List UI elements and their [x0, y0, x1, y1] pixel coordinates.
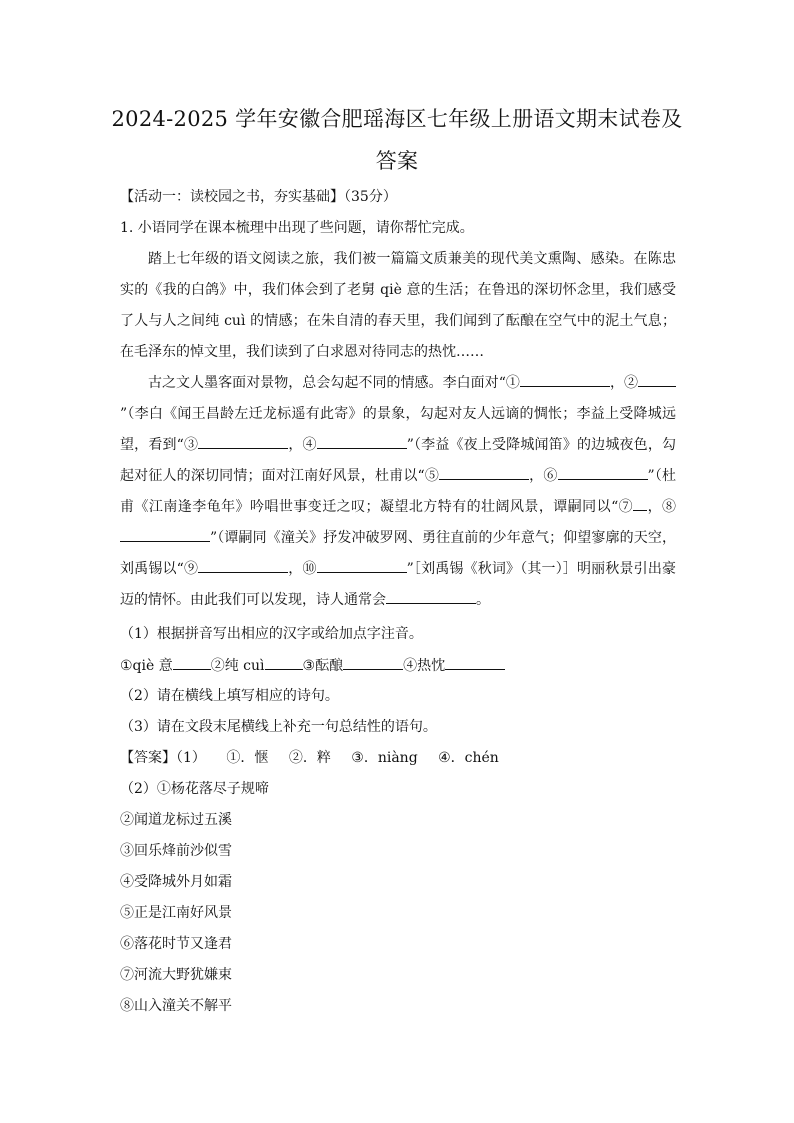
para2-part-2: ，②: [609, 375, 639, 391]
pinyin-blank-4[interactable]: [445, 655, 505, 670]
answer-2-line: ③回乐烽前沙似雪: [120, 843, 232, 859]
answer-item-4: ④．chén: [438, 750, 499, 766]
page-title: [110, 98, 684, 182]
answer-2-line: ⑧山入潼关不解平: [120, 998, 232, 1014]
para2-part-9: ”（谭嗣同《潼关》抒发冲破罗网、勇往直前的少年意气；仰望寥廓的天空，刘禹锡以“⑨: [120, 530, 676, 577]
sub-question-2: （2）请在横线上填写相应的诗句。: [120, 688, 339, 704]
blank-3[interactable]: [198, 434, 288, 449]
blank-4[interactable]: [317, 434, 407, 449]
sub-question-1: （1）根据拼音写出相应的汉字或给加点字注音。: [120, 626, 423, 642]
sub-question-3: （3）请在文段末尾横线上补充一句总结性的语句。: [120, 719, 437, 735]
pinyin-item-1: ①qiè 意: [120, 658, 173, 674]
paragraph-1: 踏上七年级的语文阅读之旅，我们被一篇篇文质兼美的现代美文熏陶、感染。在陈忠实的《我的白鸽》中，我们体会到了老舅 qiè 意的生活；在鲁迅的深切怀念里，我们感受了人与人之间纯 cuì 的情感；在朱自清的春天里，我们闻到了酝酿在空气中的泥土气息；在毛泽东的悼文里，我们读到了白求恩对待同志的热忱……: [120, 251, 676, 360]
pinyin-blanks-row: [120, 655, 505, 676]
answer-2-line: ⑤正是江南好风景: [120, 905, 232, 921]
blank-5[interactable]: [439, 465, 529, 480]
answer-2-line: ⑦河流大野犹嫌束: [120, 967, 232, 983]
pinyin-blank-2[interactable]: [265, 655, 303, 670]
answer-2-first: （2）①杨花落尽子规啼: [120, 781, 269, 797]
para2-part-7: ”（杜甫《江南逢李龟年》吟唱世事变迁之叹；凝望北方特有的壮阔风景，谭嗣同以“⑦: [120, 468, 677, 515]
para2-part-10: ，⑩: [288, 561, 317, 577]
answer-row-1: [120, 748, 499, 768]
activity-heading: 【活动一：读校园之书，夯实基础】（35分）: [120, 189, 397, 205]
para2-part-12: 。: [476, 592, 490, 608]
blank-summary[interactable]: [386, 589, 476, 604]
answer-item-1: ①．惬: [226, 750, 269, 766]
para2-part-4: ，④: [288, 437, 317, 453]
blank-1[interactable]: [520, 372, 610, 387]
blank-10[interactable]: [317, 558, 407, 573]
para2-part-8: ，⑧: [647, 499, 677, 515]
pinyin-blank-3[interactable]: [343, 655, 403, 670]
blank-2[interactable]: [638, 372, 676, 387]
answer-2-line: ②闻道龙标过五溪: [120, 812, 232, 828]
para2-part-6: ，⑥: [529, 468, 558, 484]
blank-8[interactable]: [120, 527, 210, 542]
pinyin-item-4: ④热忱: [403, 658, 446, 674]
title-line-2: 答案: [375, 149, 419, 173]
blank-7[interactable]: [633, 496, 647, 511]
blank-6[interactable]: [558, 465, 648, 480]
pinyin-blank-1[interactable]: [173, 655, 211, 670]
pinyin-item-3: ③酝酿: [302, 658, 344, 674]
para2-part-11: ”［刘禹锡《秋词》（其一）］明丽秋景引出豪迈的情怀。由此我们可以发现，诗人通常会: [120, 561, 676, 608]
para2-part-5: ”（李益《夜上受降城闻笛》的边城夜色，勾起对征人的深切同情；面对江南好风景，杜甫以“⑤: [120, 437, 677, 484]
answer-item-2: ②．粹: [288, 750, 331, 766]
question-1-intro: 1. 小语同学在课本梳理中出现了些问题，请你帮忙完成。: [120, 220, 474, 236]
answer-item-3: ③．niàng: [351, 750, 418, 766]
paragraph-2: [120, 368, 676, 616]
para2-part-1: 古之文人墨客面对景物，总会勾起不同的情感。李白面对“①: [148, 375, 520, 391]
title-line-1: 2024-2025 学年安徽合肥瑶海区七年级上册语文期末试卷及: [111, 107, 683, 131]
blank-9[interactable]: [198, 558, 288, 573]
answer-2-line: ⑥落花时节又逢君: [120, 936, 232, 952]
answer-label: 【答案】（1）: [120, 750, 206, 766]
pinyin-item-2: ②纯 cuì: [210, 658, 265, 674]
answer-2-line: ④受降城外月如霜: [120, 874, 232, 890]
para2-part-3: ”（李白《闻王昌龄左迁龙标遥有此寄》的景象，勾起对友人远谪的惆怅；李益上受降城远望，看到“③: [120, 406, 676, 453]
